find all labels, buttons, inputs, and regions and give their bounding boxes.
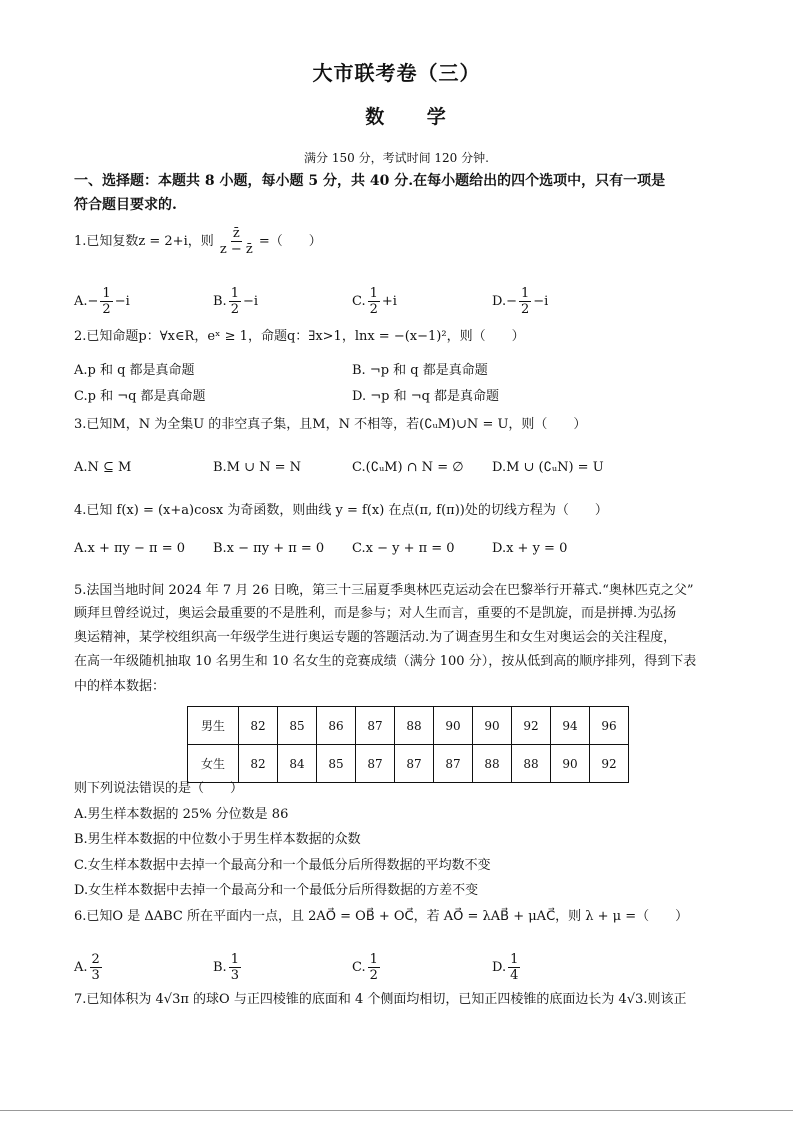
- q5-paragraph-line: 奥运精神，某学校组织高一年级学生进行奥运专题的答题活动.为了调查男生和女生对奥运会的关注程度，: [74, 630, 677, 645]
- q5-option-a[interactable]: A.男生样本数据的 25% 分位数是 86: [74, 807, 289, 822]
- cell: 88: [473, 745, 512, 783]
- question-4: 4.已知 f(x) = (x+a)cosx 为奇函数，则曲线 y = f(x) 在点(π, f(π))处的切线方程为（ ）: [74, 503, 608, 518]
- cell: 92: [512, 707, 551, 745]
- q5-option-b[interactable]: B.男生样本数据的中位数小于男生样本数据的众数: [74, 832, 361, 847]
- exam-title: 大市联考卷（三）: [312, 61, 481, 85]
- q4-option-a[interactable]: A.x + πy − π = 0: [74, 541, 186, 556]
- table-row-male: [188, 707, 629, 745]
- cell: 85: [278, 707, 317, 745]
- cell: 88: [512, 745, 551, 783]
- table-row-female: [188, 745, 629, 783]
- q6-option-d[interactable]: D. $\frac{1}{4}$: [492, 952, 519, 983]
- q1-option-b[interactable]: B. $\frac{1}{2}$ −i: [213, 286, 259, 317]
- cell: 96: [590, 707, 629, 745]
- q5-paragraph-line: 顾拜旦曾经说过，奥运会最重要的不是胜利，而是参与；对人生而言，重要的不是凯旋，而是拼搏.为弘扬: [74, 606, 677, 621]
- q6-option-c[interactable]: C. $\frac{1}{2}$: [352, 952, 378, 983]
- q2-option-d[interactable]: D. ¬p 和 ¬q 都是真命题: [352, 389, 500, 404]
- q5-option-d[interactable]: D.女生样本数据中去掉一个最高分和一个最低分后所得数据的方差不变: [74, 883, 479, 898]
- cell: 82: [239, 707, 278, 745]
- q2-option-b[interactable]: B. ¬p 和 q 都是真命题: [352, 363, 488, 378]
- score-table: [187, 706, 629, 783]
- cell: 87: [395, 745, 434, 783]
- q2-option-a[interactable]: A.p 和 q 都是真命题: [74, 363, 195, 378]
- cell: 82: [239, 745, 278, 783]
- question-6: 6.已知O 是 ΔABC 所在平面内一点，且 2AO⃗ = OB⃗ + OC⃗，若 AO⃗ = λAB⃗ + μAC⃗，则 λ + μ =（ ）: [74, 909, 689, 924]
- cell: 85: [317, 745, 356, 783]
- page-bottom-divider: [0, 1110, 793, 1111]
- section-heading: 一、选择题：本题共 8 小题，每小题 5 分，共 40 分.在每小题给出的四个选项中，只有一项是: [74, 173, 666, 189]
- q6-option-a[interactable]: A. $\frac{2}{3}$: [74, 952, 100, 983]
- q1-option-d[interactable]: D.− $\frac{1}{2}$ −i: [492, 286, 549, 317]
- q1-stem: 1.已知复数z = 2+i，则: [74, 234, 214, 249]
- q3-option-b[interactable]: B.M ∪ N = N: [213, 460, 302, 475]
- cell: 90: [434, 707, 473, 745]
- q1-option-c[interactable]: C. $\frac{1}{2}$ +i: [352, 286, 397, 317]
- cell: 84: [278, 745, 317, 783]
- q1-option-a[interactable]: A.− $\frac{1}{2}$ −i: [74, 286, 130, 317]
- row-label: 女生: [188, 745, 239, 783]
- q5-question: 则下列说法错误的是（ ）: [74, 781, 244, 796]
- q5-paragraph-line: 5.法国当地时间 2024 年 7 月 26 日晚，第三十三届夏季奥林匹克运动会在巴黎举行开幕式.“奥林匹克之父”: [74, 583, 694, 598]
- cell: 87: [434, 745, 473, 783]
- q3-option-a[interactable]: A.N ⊆ M: [74, 460, 132, 475]
- cell: 90: [551, 745, 590, 783]
- q4-option-d[interactable]: D.x + y = 0: [492, 541, 568, 556]
- numerator: z̄: [232, 226, 240, 241]
- q3-option-d[interactable]: D.M ∪ (∁ᵤN) = U: [492, 460, 604, 475]
- question-3: 3.已知M，N 为全集U 的非空真子集，且M，N 不相等，若(∁ᵤM)∪N = U，则（ ）: [74, 417, 587, 432]
- q6-option-b[interactable]: B. $\frac{1}{3}$: [213, 952, 239, 983]
- q1-fraction: [220, 226, 253, 257]
- q4-option-b[interactable]: B.x − πy + π = 0: [213, 541, 325, 556]
- q3-option-c[interactable]: C.(∁ᵤM) ∩ N = ∅: [352, 460, 464, 475]
- section-heading-cont: 符合题目要求的.: [74, 197, 177, 213]
- cell: 92: [590, 745, 629, 783]
- question-7: 7.已知体积为 4√3π 的球O 与正四棱锥的底面和 4 个侧面均相切，已知正四棱锥的底面边长为 4√3.则该正: [74, 992, 687, 1007]
- cell: 88: [395, 707, 434, 745]
- cell: 86: [317, 707, 356, 745]
- q1-tail: =（ ）: [258, 234, 322, 249]
- subject-title: 数 学: [365, 106, 464, 128]
- q5-paragraph-line: 中的样本数据：: [74, 679, 166, 694]
- q4-option-c[interactable]: C.x − y + π = 0: [352, 541, 455, 556]
- cell: 87: [356, 707, 395, 745]
- q5-paragraph-line: 在高一年级随机抽取 10 名男生和 10 名女生的竞赛成绩（满分 100 分），按从低到高的顺序排列，得到下表: [74, 654, 697, 669]
- question-2: 2.已知命题p：∀x∈R，eˣ ≥ 1，命题q：∃x>1，lnx = −(x−1)²，则（ ）: [74, 329, 525, 344]
- cell: 94: [551, 707, 590, 745]
- exam-info: 满分 150 分，考试时间 120 分钟.: [304, 151, 489, 165]
- cell: 90: [473, 707, 512, 745]
- q2-option-c[interactable]: C.p 和 ¬q 都是真命题: [74, 389, 206, 404]
- cell: 87: [356, 745, 395, 783]
- q5-option-c[interactable]: C.女生样本数据中去掉一个最高分和一个最低分后所得数据的平均数不变: [74, 858, 491, 873]
- row-label: 男生: [188, 707, 239, 745]
- denominator: z − z̄: [219, 242, 253, 257]
- question-1: [74, 226, 322, 257]
